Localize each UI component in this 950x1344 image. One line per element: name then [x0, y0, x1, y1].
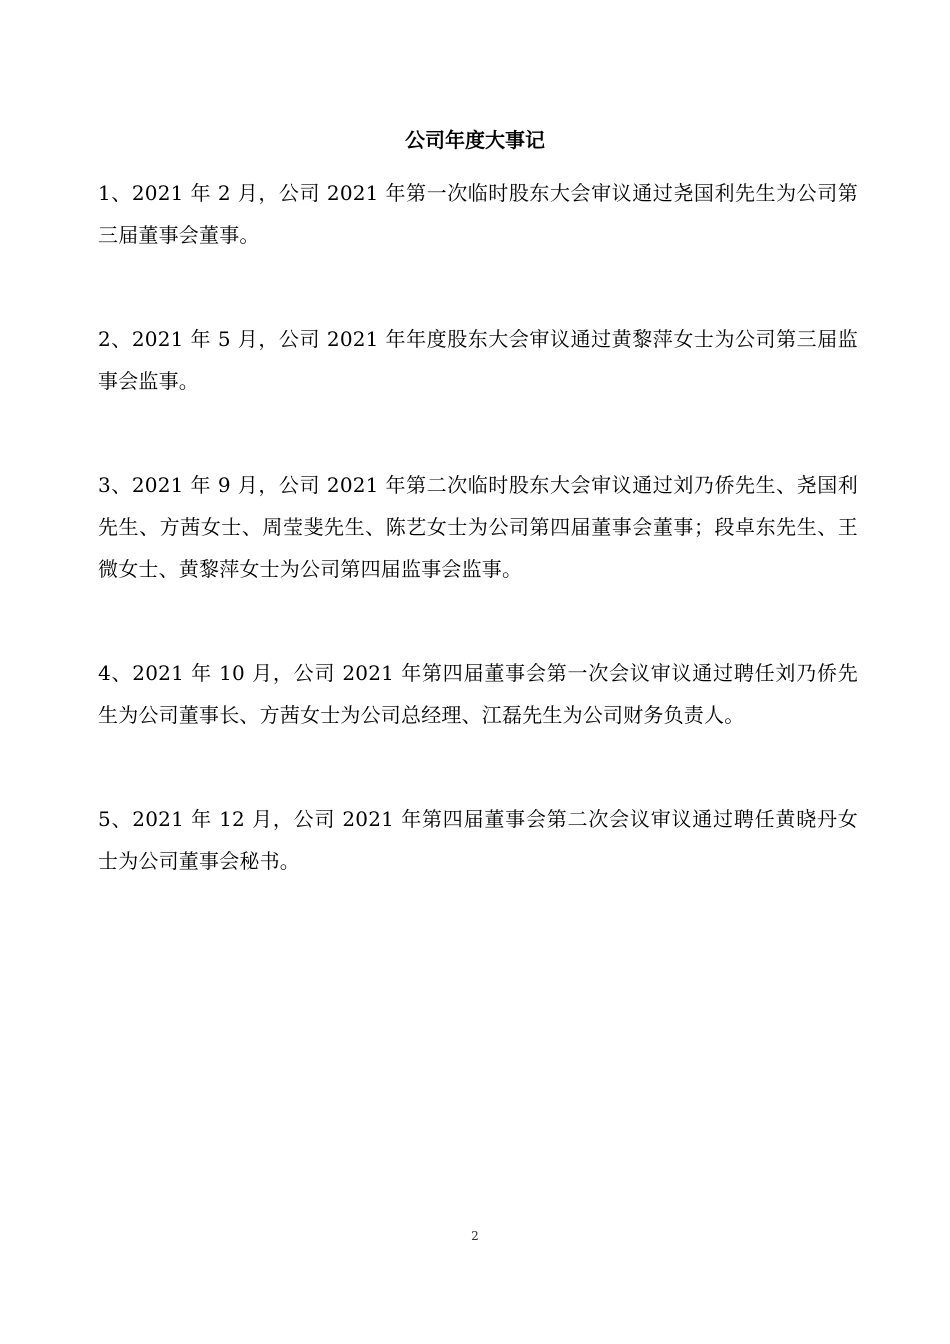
event-item-1: 1、2021 年 2 月，公司 2021 年第一次临时股东大会审议通过尧国利先生为公司第三届董事会董事。 — [98, 181, 858, 247]
event-item-2: 2、2021 年 5 月，公司 2021 年年度股东大会审议通过黄黎萍女士为公司第三届监事会监事。 — [98, 327, 858, 393]
event-item-3: 3、2021 年 9 月，公司 2021 年第二次临时股东大会审议通过刘乃侨先生、尧国利先生、方茜女士、周莹斐先生、陈艺女士为公司第四届董事会董事；段卓东先生、王微女士、黄黎萍女士为公司第四届监事会监事。 — [98, 473, 858, 581]
event-item-4: 4、2021 年 10 月，公司 2021 年第四届董事会第一次会议审议通过聘任刘乃侨先生为公司董事长、方茜女士为公司总经理、江磊先生为公司财务负责人。 — [98, 661, 858, 727]
event-item-5: 5、2021 年 12 月，公司 2021 年第四届董事会第二次会议审议通过聘任黄晓丹女士为公司董事会秘书。 — [98, 807, 858, 873]
page-title: 公司年度大事记 — [405, 128, 545, 152]
event-list — [98, 172, 858, 882]
page-number: 2 — [471, 1229, 479, 1243]
